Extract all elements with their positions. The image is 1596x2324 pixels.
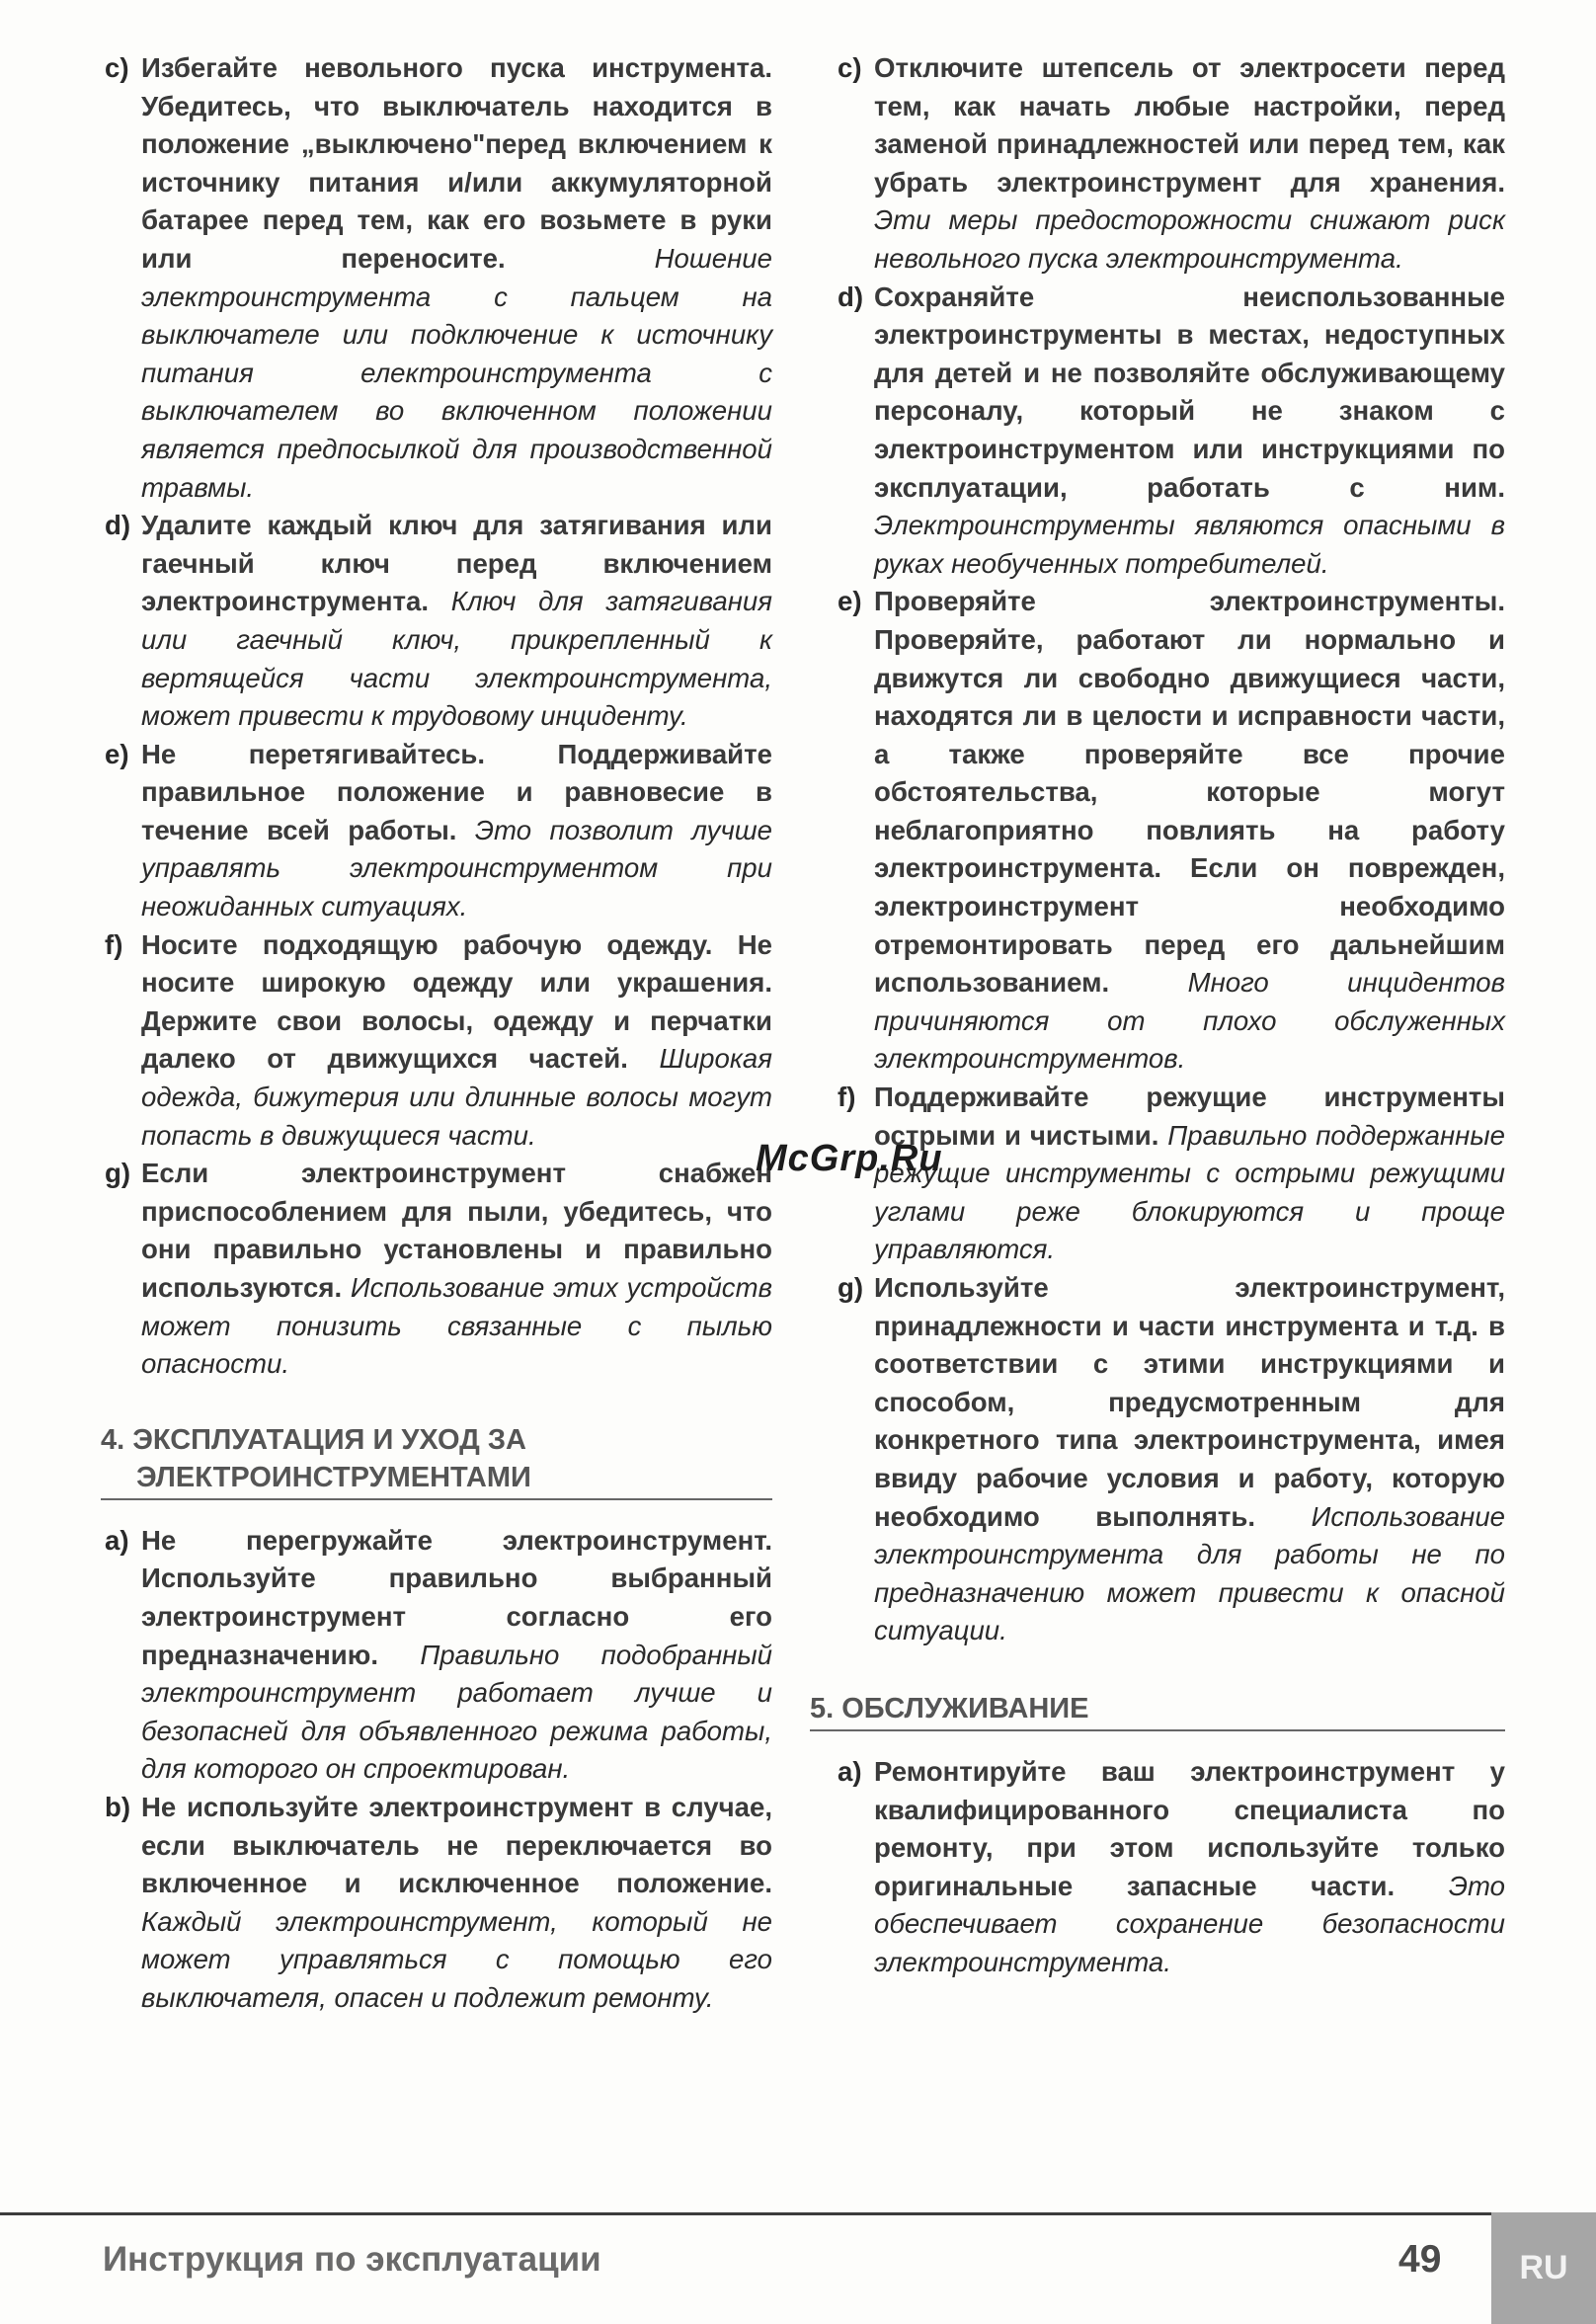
item-italic-text: Электроинструменты являются опасными в руках необученных потребителей. (874, 510, 1505, 579)
item-bold-text: Не используйте электроинструмент в случае, если выключатель не переключается во включенное и исключенное положение. (141, 1791, 772, 1899)
item-letter: a) (838, 1755, 862, 1787)
item-letter: e) (838, 586, 862, 617)
item-bold-text: Ремонтируйте ваш электроинструмент у квалифицированного специалиста по ремонту, при этом используйте только оригинальные запасные части. (874, 1755, 1505, 1901)
page-number: 49 (1398, 2238, 1442, 2281)
item-text (141, 1155, 772, 1384)
item-letter: b) (105, 1791, 131, 1822)
item-italic-text: Ношение электроинструмента с пальцем на выключателе или подключение к источнику питания електроинструмента с выключателем во включенном положении является предпосылкой для производственной травмы. (141, 242, 772, 503)
item-letter: g) (838, 1272, 864, 1303)
item-text (141, 507, 772, 736)
right-column (810, 49, 1506, 1982)
footer-divider (0, 2212, 1491, 2215)
item-bold-text: Если электроинструмент снабжен приспособлением для пыли, убедитесь, что они правильно установлены и правильно используются. (141, 1158, 772, 1303)
item-text (874, 279, 1505, 584)
list-item (105, 1789, 772, 2018)
list-item (838, 583, 1505, 1079)
item-italic-text: Широкая одежда, бижутерия или длинные волосы могут попасть в движущиеся части. (141, 1043, 772, 1151)
section-heading: 5. ОБСЛУЖИВАНИЕ (810, 1692, 1089, 1724)
item-bold-text: Отключите штепсель от электросети перед тем, как начать любые настройки, перед заменой принадлежностей или перед тем, как убрать электроинструмент для хранения. (874, 52, 1505, 198)
item-italic-text: Это позволит лучше управлять электроинструментом при неожиданных ситуациях. (141, 814, 772, 922)
footer-title: Инструкция по эксплуатации (103, 2240, 601, 2279)
item-letter: e) (105, 738, 129, 769)
item-letter: g) (105, 1158, 131, 1189)
item-letter: d) (838, 280, 864, 312)
item-bold-text: Избегайте невольного пуска инструмента. Убедитесь, что выключатель находится в положение „выключено"перед включением к источнику питания и/или аккумуляторной батарее перед тем, как его возьмете в руки или переносите. (141, 52, 772, 274)
item-text (874, 1269, 1505, 1650)
item-bold-text: Проверяйте электроинструменты. Проверяйте, работают ли нормально и движутся ли свободно движущиеся части, находятся ли в целости и исправности части, а также проверяйте все прочие обстоятельства, которые могут неблагоприятно повлиять на работу электроинструмента. Если он поврежден, электроинструмент необходимо отремонтировать перед его дальнейшим использованием. (874, 586, 1505, 999)
item-letter: a) (105, 1524, 129, 1556)
list-item (105, 736, 772, 926)
item-italic-text: Использование электроинструмента для работы не по предназначению может привести к опасной ситуации. (874, 1500, 1506, 1646)
item-text (874, 1753, 1505, 1982)
item-bold-text: Носите подходящую рабочую одежду. Не носите широкую одежду или украшения. Держите свои волосы, одежду и перчатки далеко от движущихся частей. (141, 928, 772, 1075)
item-bold-text: Удалите каждый ключ для затягивания или гаечный ключ перед включением электроинструмента. (141, 510, 772, 617)
item-bold-text: Поддерживайте режущие инструменты острыми и чистыми. (874, 1082, 1505, 1151)
section-heading-line2: ЭЛЕКТРОИНСТРУМЕНТАМИ (136, 1461, 531, 1493)
list-item (838, 1753, 1505, 1982)
section-heading (101, 1421, 772, 1496)
item-text (874, 1079, 1505, 1269)
list-item (105, 1155, 772, 1384)
item-text (874, 49, 1505, 279)
section-divider (101, 1498, 772, 1500)
section-4 (101, 1421, 772, 1500)
item-italic-text: Использование этих устройств может понизить связанные с пылью опасности. (141, 1272, 772, 1380)
item-letter: c) (105, 52, 129, 83)
item-text (141, 736, 772, 926)
item-italic-text: Правильно подобранный электроинструмент работает лучше и безопасней для объявленного режима работы, для которого он спроектирован. (141, 1639, 773, 1785)
item-text (141, 926, 772, 1156)
list-item (105, 49, 772, 507)
list-item (838, 1269, 1505, 1650)
item-letter: f) (105, 928, 123, 960)
item-bold-text: Не перетягивайтесь. Поддерживайте правильное положение и равновесие в течение всей работы. (141, 738, 772, 845)
item-italic-text: Эти меры предосторожности снижают риск невольного пуска электроинструмента. (874, 204, 1505, 274)
item-italic-text: Ключ для затягивания или гаечный ключ, прикрепленный к вертящейся части электроинструмента, может привести к трудовому инциденту. (141, 586, 772, 732)
item-italic-text: Это обеспечивает сохранение безопасности электроинструмента. (874, 1870, 1505, 1977)
item-italic-text: Правильно поддержанные режущие инструменты с острыми режущими углами реже блокируются и проще управляются. (874, 1119, 1505, 1265)
language-tab (1491, 2212, 1596, 2324)
section-heading-line1: 4. ЭКСПЛУАТАЦИЯ И УХОД ЗА (101, 1423, 526, 1456)
item-text (874, 583, 1505, 1079)
list-item (838, 49, 1505, 279)
list-item (105, 926, 772, 1156)
list-item (838, 279, 1505, 584)
item-bold-text: Используйте электроинструмент, принадлежности и части инструмента и т.д. в соответствии с этими инструкциями и способом, предусмотренным для конкретного типа электроинструмента, имея ввиду рабочие условия и работу, которую необходимо выполнять. (874, 1272, 1505, 1532)
item-bold-text: Не перегружайте электроинструмент. Используйте правильно выбранный электроинструмент согласно его предназначению. (141, 1524, 772, 1670)
section-divider (810, 1729, 1505, 1731)
item-letter: f) (838, 1082, 856, 1113)
item-italic-text: Каждый электроинструмент, который не может управляться с помощью его выключателя, опасен и подлежит ремонту. (141, 1905, 772, 2013)
watermark-text: McGrp.Ru (756, 1138, 943, 1179)
item-bold-text: Сохраняйте неиспользованные электроинструменты в местах, недоступных для детей и не позволяйте обслуживающему персоналу, который не знаком с электроинструментом или инструкциями по эксплуатации, работать с ним. (874, 280, 1505, 503)
item-italic-text: Много инцидентов причиняются от плохо обслуженных электроинструментов. (874, 967, 1505, 1075)
language-label: RU (1519, 2249, 1568, 2286)
item-text (141, 1789, 772, 2018)
section-5 (810, 1690, 1505, 1731)
list-item (105, 507, 772, 736)
left-column (101, 49, 773, 2018)
item-text (141, 49, 772, 507)
item-letter: d) (105, 510, 131, 541)
list-item (105, 1522, 772, 1789)
item-letter: c) (838, 52, 862, 83)
item-text (141, 1522, 772, 1789)
